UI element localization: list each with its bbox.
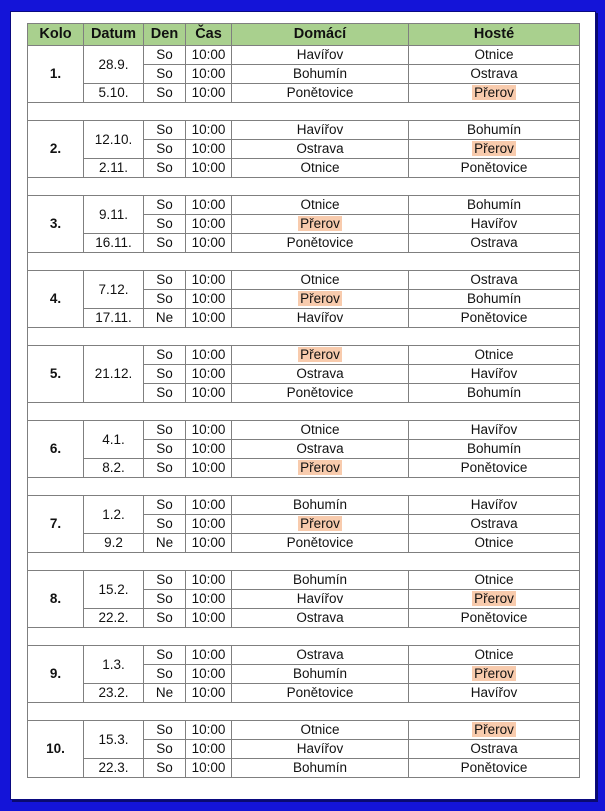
away-team bbox=[409, 721, 580, 740]
match-date: 23.2. bbox=[84, 684, 144, 703]
highlighted-team: Přerov bbox=[300, 347, 340, 362]
team-name: Havířov bbox=[296, 47, 344, 62]
match-date: 16.11. bbox=[84, 234, 144, 253]
table-row bbox=[28, 421, 580, 440]
home-team bbox=[232, 234, 409, 253]
home-team bbox=[232, 740, 409, 759]
home-team bbox=[232, 159, 409, 178]
match-day: So bbox=[144, 646, 186, 665]
away-team bbox=[409, 646, 580, 665]
highlighted-team: Přerov bbox=[300, 516, 340, 531]
away-team bbox=[409, 234, 580, 253]
match-day: So bbox=[144, 290, 186, 309]
match-time: 10:00 bbox=[186, 121, 232, 140]
team-name: Ponětovice bbox=[460, 610, 528, 625]
round-number: 4. bbox=[28, 271, 84, 328]
team-name: Otnice bbox=[474, 572, 514, 587]
match-time: 10:00 bbox=[186, 140, 232, 159]
match-date: 15.2. bbox=[84, 571, 144, 609]
away-team bbox=[409, 684, 580, 703]
round-number: 5. bbox=[28, 346, 84, 403]
header-row bbox=[28, 24, 580, 46]
header-hoste: Hosté bbox=[409, 24, 580, 46]
separator-cell bbox=[28, 628, 580, 646]
team-name: Ponětovice bbox=[460, 760, 528, 775]
match-day: So bbox=[144, 609, 186, 628]
match-date: 22.2. bbox=[84, 609, 144, 628]
match-time: 10:00 bbox=[186, 740, 232, 759]
match-time: 10:00 bbox=[186, 534, 232, 553]
home-team bbox=[232, 290, 409, 309]
schedule-table bbox=[27, 23, 580, 778]
round-separator bbox=[28, 253, 580, 271]
match-date: 17.11. bbox=[84, 309, 144, 328]
separator-cell bbox=[28, 403, 580, 421]
table-row bbox=[28, 609, 580, 628]
home-team bbox=[232, 721, 409, 740]
team-name: Ponětovice bbox=[286, 385, 354, 400]
team-name: Ostrava bbox=[296, 366, 344, 381]
match-day: Ne bbox=[144, 534, 186, 553]
round-number: 9. bbox=[28, 646, 84, 703]
away-team bbox=[409, 84, 580, 103]
match-time: 10:00 bbox=[186, 159, 232, 178]
match-day: So bbox=[144, 384, 186, 403]
team-name: Havířov bbox=[470, 216, 518, 231]
team-name: Bohumín bbox=[292, 572, 348, 587]
match-day: So bbox=[144, 440, 186, 459]
away-team bbox=[409, 346, 580, 365]
table-row bbox=[28, 271, 580, 290]
team-name: Ostrava bbox=[470, 66, 518, 81]
header-datum: Datum bbox=[84, 24, 144, 46]
team-name: Ponětovice bbox=[460, 310, 528, 325]
match-time: 10:00 bbox=[186, 440, 232, 459]
header-domaci: Domácí bbox=[232, 24, 409, 46]
round-number: 10. bbox=[28, 721, 84, 778]
match-time: 10:00 bbox=[186, 496, 232, 515]
match-date: 2.11. bbox=[84, 159, 144, 178]
home-team bbox=[232, 571, 409, 590]
home-team bbox=[232, 609, 409, 628]
match-date: 15.3. bbox=[84, 721, 144, 759]
table-row bbox=[28, 459, 580, 478]
match-day: So bbox=[144, 421, 186, 440]
home-team bbox=[232, 196, 409, 215]
table-row bbox=[28, 534, 580, 553]
match-date: 12.10. bbox=[84, 121, 144, 159]
home-team bbox=[232, 140, 409, 159]
match-time: 10:00 bbox=[186, 234, 232, 253]
match-day: So bbox=[144, 196, 186, 215]
away-team bbox=[409, 309, 580, 328]
team-name: Havířov bbox=[296, 591, 344, 606]
team-name: Ostrava bbox=[470, 741, 518, 756]
away-team bbox=[409, 215, 580, 234]
home-team bbox=[232, 309, 409, 328]
separator-cell bbox=[28, 103, 580, 121]
table-row bbox=[28, 309, 580, 328]
team-name: Havířov bbox=[470, 497, 518, 512]
round-separator bbox=[28, 478, 580, 496]
table-row bbox=[28, 496, 580, 515]
highlighted-team: Přerov bbox=[474, 85, 514, 100]
home-team bbox=[232, 440, 409, 459]
table-row bbox=[28, 684, 580, 703]
round-number: 6. bbox=[28, 421, 84, 478]
round-number: 2. bbox=[28, 121, 84, 178]
away-team bbox=[409, 271, 580, 290]
separator-cell bbox=[28, 253, 580, 271]
team-name: Ostrava bbox=[470, 272, 518, 287]
match-day: Ne bbox=[144, 309, 186, 328]
home-team bbox=[232, 121, 409, 140]
team-name: Havířov bbox=[470, 685, 518, 700]
home-team bbox=[232, 759, 409, 778]
round-separator bbox=[28, 328, 580, 346]
round-separator bbox=[28, 628, 580, 646]
table-row bbox=[28, 121, 580, 140]
header-den: Den bbox=[144, 24, 186, 46]
match-time: 10:00 bbox=[186, 65, 232, 84]
away-team bbox=[409, 459, 580, 478]
round-separator bbox=[28, 103, 580, 121]
away-team bbox=[409, 121, 580, 140]
away-team bbox=[409, 590, 580, 609]
match-day: So bbox=[144, 496, 186, 515]
home-team bbox=[232, 346, 409, 365]
table-row bbox=[28, 346, 580, 365]
team-name: Otnice bbox=[300, 160, 340, 175]
away-team bbox=[409, 65, 580, 84]
match-day: So bbox=[144, 721, 186, 740]
home-team bbox=[232, 684, 409, 703]
highlighted-team: Přerov bbox=[300, 291, 340, 306]
match-day: So bbox=[144, 590, 186, 609]
away-team bbox=[409, 571, 580, 590]
team-name: Ostrava bbox=[296, 441, 344, 456]
round-separator bbox=[28, 178, 580, 196]
table-row bbox=[28, 759, 580, 778]
team-name: Ostrava bbox=[470, 516, 518, 531]
team-name: Havířov bbox=[296, 310, 344, 325]
match-day: So bbox=[144, 759, 186, 778]
match-time: 10:00 bbox=[186, 384, 232, 403]
round-number: 8. bbox=[28, 571, 84, 628]
match-time: 10:00 bbox=[186, 421, 232, 440]
match-time: 10:00 bbox=[186, 309, 232, 328]
match-time: 10:00 bbox=[186, 665, 232, 684]
away-team bbox=[409, 140, 580, 159]
home-team bbox=[232, 534, 409, 553]
match-time: 10:00 bbox=[186, 571, 232, 590]
team-name: Havířov bbox=[470, 422, 518, 437]
schedule-frame bbox=[10, 11, 596, 800]
match-day: So bbox=[144, 159, 186, 178]
away-team bbox=[409, 46, 580, 65]
match-day: So bbox=[144, 65, 186, 84]
away-team bbox=[409, 440, 580, 459]
round-separator bbox=[28, 703, 580, 721]
match-day: So bbox=[144, 46, 186, 65]
highlighted-team: Přerov bbox=[300, 216, 340, 231]
table-row bbox=[28, 646, 580, 665]
highlighted-team: Přerov bbox=[474, 722, 514, 737]
team-name: Havířov bbox=[296, 122, 344, 137]
match-date: 1.3. bbox=[84, 646, 144, 684]
team-name: Bohumín bbox=[466, 197, 522, 212]
away-team bbox=[409, 290, 580, 309]
table-row bbox=[28, 196, 580, 215]
highlighted-team: Přerov bbox=[474, 591, 514, 606]
away-team bbox=[409, 196, 580, 215]
match-date: 7.12. bbox=[84, 271, 144, 309]
home-team bbox=[232, 496, 409, 515]
team-name: Otnice bbox=[474, 47, 514, 62]
match-day: So bbox=[144, 515, 186, 534]
round-separator bbox=[28, 553, 580, 571]
team-name: Ponětovice bbox=[460, 160, 528, 175]
header-kolo: Kolo bbox=[28, 24, 84, 46]
team-name: Bohumín bbox=[292, 666, 348, 681]
team-name: Bohumín bbox=[292, 760, 348, 775]
match-day: So bbox=[144, 346, 186, 365]
match-day: So bbox=[144, 140, 186, 159]
match-time: 10:00 bbox=[186, 46, 232, 65]
separator-cell bbox=[28, 703, 580, 721]
match-date: 1.2. bbox=[84, 496, 144, 534]
away-team bbox=[409, 534, 580, 553]
away-team bbox=[409, 384, 580, 403]
team-name: Otnice bbox=[474, 535, 514, 550]
match-day: So bbox=[144, 571, 186, 590]
highlighted-team: Přerov bbox=[300, 460, 340, 475]
match-date: 9.2 bbox=[84, 534, 144, 553]
home-team bbox=[232, 46, 409, 65]
team-name: Ostrava bbox=[296, 141, 344, 156]
match-day: So bbox=[144, 365, 186, 384]
home-team bbox=[232, 646, 409, 665]
home-team bbox=[232, 365, 409, 384]
team-name: Otnice bbox=[300, 197, 340, 212]
match-day: So bbox=[144, 215, 186, 234]
team-name: Ponětovice bbox=[460, 460, 528, 475]
match-time: 10:00 bbox=[186, 271, 232, 290]
match-date: 5.10. bbox=[84, 84, 144, 103]
round-number: 3. bbox=[28, 196, 84, 253]
table-row bbox=[28, 159, 580, 178]
team-name: Ponětovice bbox=[286, 535, 354, 550]
away-team bbox=[409, 759, 580, 778]
home-team bbox=[232, 665, 409, 684]
table-row bbox=[28, 234, 580, 253]
match-date: 8.2. bbox=[84, 459, 144, 478]
match-time: 10:00 bbox=[186, 196, 232, 215]
away-team bbox=[409, 496, 580, 515]
match-time: 10:00 bbox=[186, 609, 232, 628]
match-time: 10:00 bbox=[186, 684, 232, 703]
match-day: So bbox=[144, 665, 186, 684]
match-day: So bbox=[144, 234, 186, 253]
home-team bbox=[232, 590, 409, 609]
team-name: Otnice bbox=[300, 722, 340, 737]
highlighted-team: Přerov bbox=[474, 666, 514, 681]
away-team bbox=[409, 159, 580, 178]
match-day: So bbox=[144, 740, 186, 759]
team-name: Otnice bbox=[474, 347, 514, 362]
home-team bbox=[232, 384, 409, 403]
team-name: Otnice bbox=[474, 647, 514, 662]
match-date: 4.1. bbox=[84, 421, 144, 459]
separator-cell bbox=[28, 178, 580, 196]
match-time: 10:00 bbox=[186, 84, 232, 103]
match-time: 10:00 bbox=[186, 721, 232, 740]
home-team bbox=[232, 271, 409, 290]
match-date: 28.9. bbox=[84, 46, 144, 84]
home-team bbox=[232, 215, 409, 234]
table-row bbox=[28, 46, 580, 65]
team-name: Havířov bbox=[296, 741, 344, 756]
match-date: 22.3. bbox=[84, 759, 144, 778]
home-team bbox=[232, 421, 409, 440]
schedule-body bbox=[28, 46, 580, 778]
team-name: Otnice bbox=[300, 272, 340, 287]
away-team bbox=[409, 665, 580, 684]
team-name: Bohumín bbox=[466, 441, 522, 456]
team-name: Bohumín bbox=[466, 291, 522, 306]
match-day: So bbox=[144, 459, 186, 478]
match-day: So bbox=[144, 121, 186, 140]
header-cas: Čas bbox=[186, 24, 232, 46]
match-date: 9.11. bbox=[84, 196, 144, 234]
round-separator bbox=[28, 403, 580, 421]
match-time: 10:00 bbox=[186, 515, 232, 534]
home-team bbox=[232, 459, 409, 478]
table-row bbox=[28, 84, 580, 103]
team-name: Bohumín bbox=[292, 66, 348, 81]
table-row bbox=[28, 571, 580, 590]
away-team bbox=[409, 515, 580, 534]
match-day: Ne bbox=[144, 684, 186, 703]
match-time: 10:00 bbox=[186, 759, 232, 778]
away-team bbox=[409, 740, 580, 759]
match-time: 10:00 bbox=[186, 459, 232, 478]
round-number: 1. bbox=[28, 46, 84, 103]
match-day: So bbox=[144, 84, 186, 103]
separator-cell bbox=[28, 478, 580, 496]
team-name: Ostrava bbox=[296, 647, 344, 662]
match-time: 10:00 bbox=[186, 290, 232, 309]
match-time: 10:00 bbox=[186, 646, 232, 665]
team-name: Bohumín bbox=[466, 385, 522, 400]
team-name: Bohumín bbox=[466, 122, 522, 137]
team-name: Ponětovice bbox=[286, 235, 354, 250]
home-team bbox=[232, 65, 409, 84]
team-name: Havířov bbox=[470, 366, 518, 381]
table-row bbox=[28, 721, 580, 740]
match-time: 10:00 bbox=[186, 346, 232, 365]
away-team bbox=[409, 421, 580, 440]
match-time: 10:00 bbox=[186, 215, 232, 234]
match-date: 21.12. bbox=[84, 346, 144, 403]
team-name: Ostrava bbox=[470, 235, 518, 250]
home-team bbox=[232, 515, 409, 534]
team-name: Bohumín bbox=[292, 497, 348, 512]
team-name: Otnice bbox=[300, 422, 340, 437]
separator-cell bbox=[28, 328, 580, 346]
highlighted-team: Přerov bbox=[474, 141, 514, 156]
away-team bbox=[409, 365, 580, 384]
team-name: Ponětovice bbox=[286, 85, 354, 100]
team-name: Ostrava bbox=[296, 610, 344, 625]
home-team bbox=[232, 84, 409, 103]
separator-cell bbox=[28, 553, 580, 571]
away-team bbox=[409, 609, 580, 628]
match-time: 10:00 bbox=[186, 365, 232, 384]
round-number: 7. bbox=[28, 496, 84, 553]
team-name: Ponětovice bbox=[286, 685, 354, 700]
match-day: So bbox=[144, 271, 186, 290]
match-time: 10:00 bbox=[186, 590, 232, 609]
